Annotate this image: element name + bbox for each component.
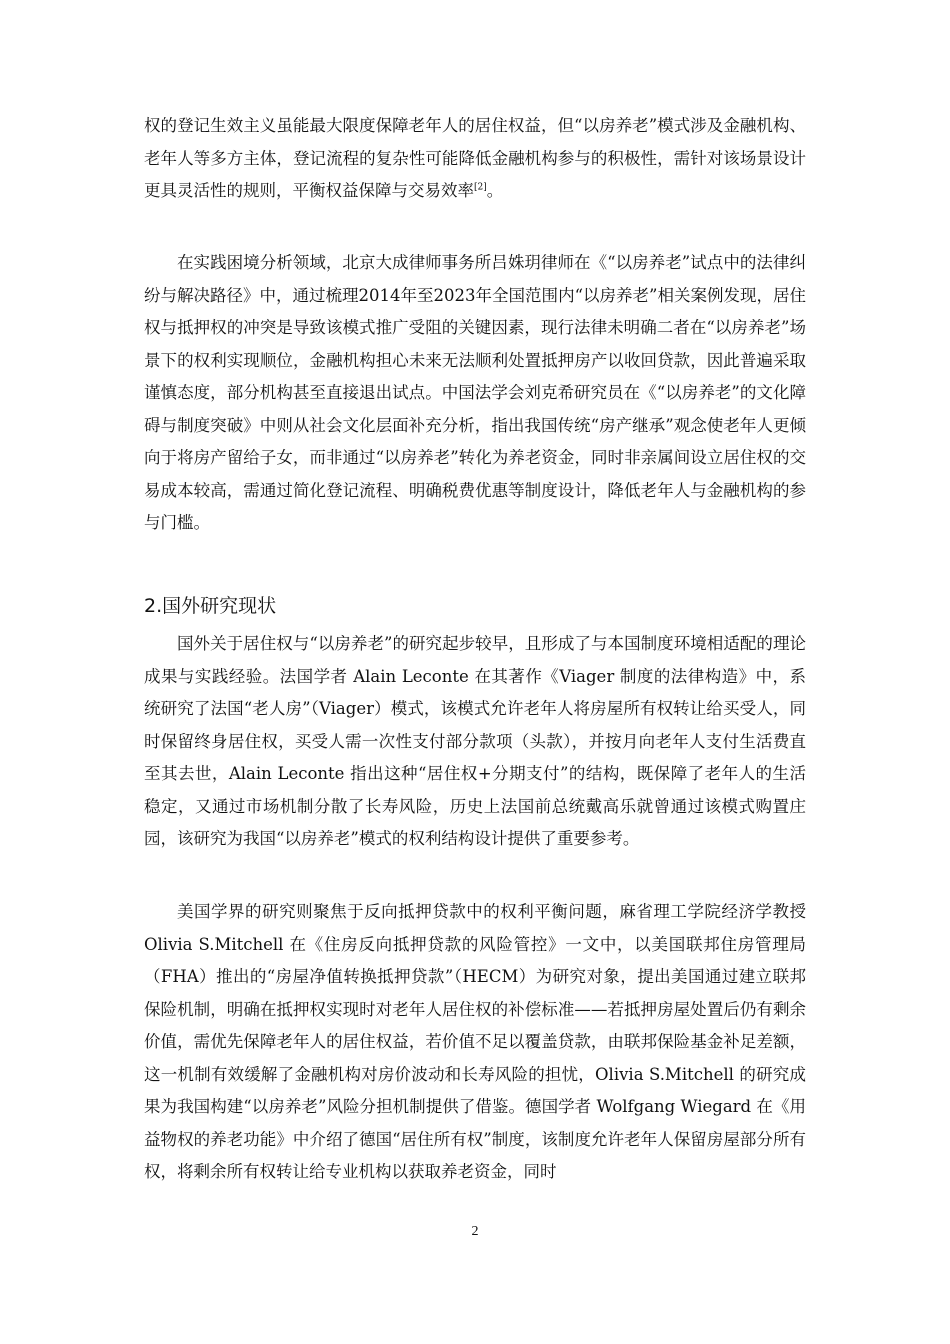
paragraph-france-research: 国外关于居住权与“以房养老”的研究起步较早，且形成了与本国制度环境相适配的理论成果与实践经验。法国学者 Alain Leconte 在其著作《Viager 制度的法律构造》中，系统研究了法国“老人房”（Viager）模式，该模式允许老年人将房屋所有权转让给买受人，同时保留终身居住权，买受人需一次性支付部分款项（头款），并按月向老年人支付生活费直至其去世，Alain Leconte 指出这种“居住权+分期支付”的结构，既保障了老年人的生活稳定，又通过市场机制分散了长寿风险，历史上法国前总统戴高乐就曾通过该模式购置庄园，该研究为我国“以房养老”模式的权利结构设计提供了重要参考。 [144, 634, 806, 848]
page-number: 2 [471, 1224, 479, 1239]
paragraph-text: 权的登记生效主义虽能最大限度保障老年人的居住权益，但“以房养老”模式涉及金融机构、老年人等多方主体，登记流程的复杂性可能降低金融机构参与的积极性，需针对该场景设计更具灵活性的规则，平衡权益保障与交易效率 [144, 116, 806, 200]
citation-marker[interactable]: [2] [474, 182, 487, 193]
paragraph-us-germany-research: 美国学界的研究则聚焦于反向抵押贷款中的权利平衡问题，麻省理工学院经济学教授 Olivia S.Mitchell 在《住房反向抵押贷款的风险管控》一文中，以美国联邦住房管理局（FHA）推出的“房屋净值转换抵押贷款”（HECM）为研究对象，提出美国通过建立联邦保险机制，明确在抵押权实现时对老年人居住权的补偿标准——若抵押房屋处置后仍有剩余价值，需优先保障老年人的居住权益，若价值不足以覆盖贷款，由联邦保险基金补足差额，这一机制有效缓解了金融机构对房价波动和长寿风险的担忧，Olivia S.Mitchell 的研究成果为我国构建“以房养老”风险分担机制提供了借鉴。德国学者 Wolfgang Wiegard 在《用益物权的养老功能》中介绍了德国“居住所有权”制度，该制度允许老年人保留房屋部分所有权，将剩余所有权转让给专业机构以获取养老资金，同时 [144, 902, 806, 1181]
paragraph-practice-analysis: 在实践困境分析领域，北京大成律师事务所吕姝玥律师在《“以房养老”试点中的法律纠纷与解决路径》中，通过梳理2014年至2023年全国范围内“以房养老”相关案例发现，居住权与抵押权的冲突是导致该模式推广受阻的关键因素，现行法律未明确二者在“以房养老”场景下的权利实现顺位，金融机构担心未来无法顺利处置抵押房产以收回贷款，因此普遍采取谨慎态度，部分机构甚至直接退出试点。中国法学会刘克希研究员在《“以房养老”的文化障碍与制度突破》中则从社会文化层面补充分析，指出我国传统“房产继承”观念使老年人更倾向于将房产留给子女，而非通过“以房养老”转化为养老资金，同时非亲属间设立居住权的交易成本较高，需通过简化登记流程、明确税费优惠等制度设计，降低老年人与金融机构的参与门槛。 [144, 253, 806, 532]
section-heading: 2.国外研究现状 [144, 595, 277, 617]
paragraph-continuation [144, 110, 806, 208]
paragraph-end: 。 [486, 181, 504, 200]
